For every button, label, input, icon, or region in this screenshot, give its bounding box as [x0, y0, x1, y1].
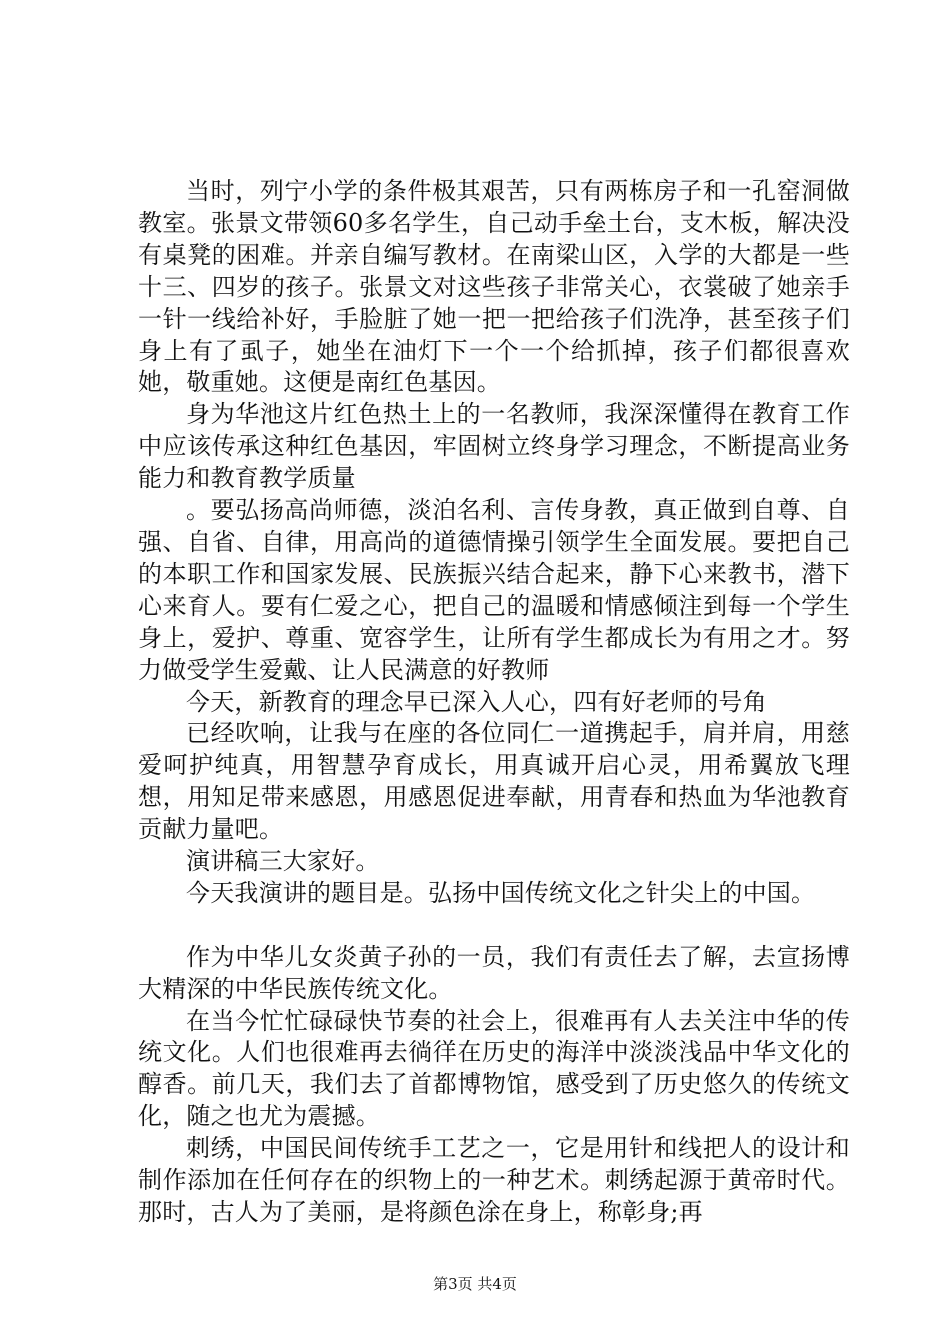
- paragraph-7: 今天我演讲的题目是。弘扬中国传统文化之针尖上的中国。: [186, 878, 816, 907]
- paragraph-4: 今天，新教育的理念早已深入人心，四有好老师的号角: [186, 687, 767, 716]
- document-body: [138, 176, 850, 1229]
- paragraph-3: 。要弘扬高尚师德，淡泊名利、言传身教，真正做到自尊、自强、自省、自律，用高尚的道德情操引领学生全面发展。要把自己的本职工作和国家发展、民族振兴结合起来，静下心来教书，潜下心来育人。要有仁爱之心，把自己的温暖和情感倾注到每一个学生身上，爱护、尊重、宽容学生，让所有学生都成长为有用之才。努力做受学生爱戴、让人民满意的好教师: [138, 496, 850, 684]
- blank-line: [138, 910, 850, 942]
- paragraph-1: 当时，列宁小学的条件极其艰苦，只有两栋房子和一孔窑洞做教室。张景文带领60多名学生，自己动手垒土台，支木板，解决没有桌凳的困难。并亲自编写教材。在南梁山区，入学的大都是一些十三、四岁的孩子。张景文对这些孩子非常关心，衣裳破了她亲手一针一线给补好，手脸脏了她一把一把给孩子们洗净，甚至孩子们身上有了虱子，她坐在油灯下一个一个给抓掉，孩子们都很喜欢她，敬重她。这便是南红色基因。: [138, 177, 850, 397]
- paragraph-5: 已经吹响，让我与在座的各位同仁一道携起手，肩并肩，用慈爱呵护纯真，用智慧孕育成长，用真诚开启心灵，用希翼放飞理想，用知足带来感恩，用感恩促进奉献，用青春和热血为华池教育贡献力量吧。: [138, 719, 850, 844]
- page-footer: 第3页 共4页: [433, 1275, 517, 1293]
- paragraph-8: 作为中华儿女炎黄子孙的一员，我们有责任去了解，去宣扬博大精深的中华民族传统文化。: [138, 942, 850, 1003]
- paragraph-10: 刺绣，中国民间传统手工艺之一，它是用针和线把人的设计和制作添加在任何存在的织物上的一种艺术。刺绣起源于黄帝时代。那时，古人为了美丽，是将颜色涂在身上，称彰身;再: [138, 1134, 850, 1226]
- paragraph-6: 演讲稿三大家好。: [186, 847, 380, 876]
- paragraph-9: 在当今忙忙碌碌快节奏的社会上，很难再有人去关注中华的传统文化。人们也很难再去徜徉在历史的海洋中淡淡浅品中华文化的醇香。前几天，我们去了首都博物馆，感受到了历史悠久的传统文化，随之也尤为震撼。: [138, 1006, 850, 1131]
- paragraph-2: 身为华池这片红色热土上的一名教师，我深深懂得在教育工作中应该传承这种红色基因，牢固树立终身学习理念，不断提高业务能力和教育教学质量: [138, 400, 850, 493]
